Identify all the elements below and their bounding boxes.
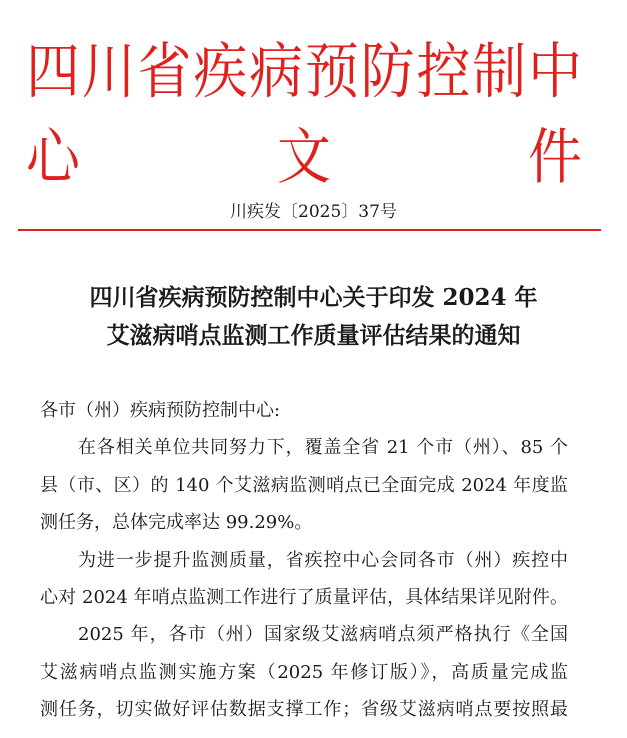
body-line: 心对 2024 年哨点监测工作进行了质量评估，具体结果详见附件。 — [40, 586, 568, 608]
body-line: 县（市、区）的 140 个艾滋病监测哨点已全面完成 2024 年度监 — [40, 474, 568, 496]
body-line: 在各相关单位共同努力下，覆盖全省 21 个市（州）、85 个 — [78, 437, 568, 459]
salutation: 各市（州）疾病预防控制中心: — [40, 400, 281, 421]
document-number: 川疾发〔2025〕37号 — [230, 202, 397, 222]
body-line: 为进一步提升监测质量，省疾控中心会同各市（州）疾控中 — [78, 549, 568, 571]
red-divider — [18, 229, 601, 231]
title-line-2: 艾滋病哨点监测工作质量评估结果的通知 — [106, 322, 521, 349]
title-line-1: 四川省疾病预防控制中心关于印发 2024 年 — [89, 284, 538, 311]
issuer-header: 四川省疾病预防控制中心文件 — [26, 36, 582, 192]
body-line: 测任务，切实做好评估数据支撑工作；省级艾滋病哨点要按照最 — [40, 699, 568, 721]
body-line: 测任务，总体完成率达 99.29%。 — [40, 512, 313, 534]
document-title — [0, 279, 627, 355]
body-line: 艾滋病哨点监测实施方案（2025 年修订版）》，高质量完成监 — [40, 661, 568, 683]
document-body — [40, 392, 568, 729]
body-line: 2025 年，各市（州）国家级艾滋病哨点须严格执行《全国 — [78, 624, 568, 646]
